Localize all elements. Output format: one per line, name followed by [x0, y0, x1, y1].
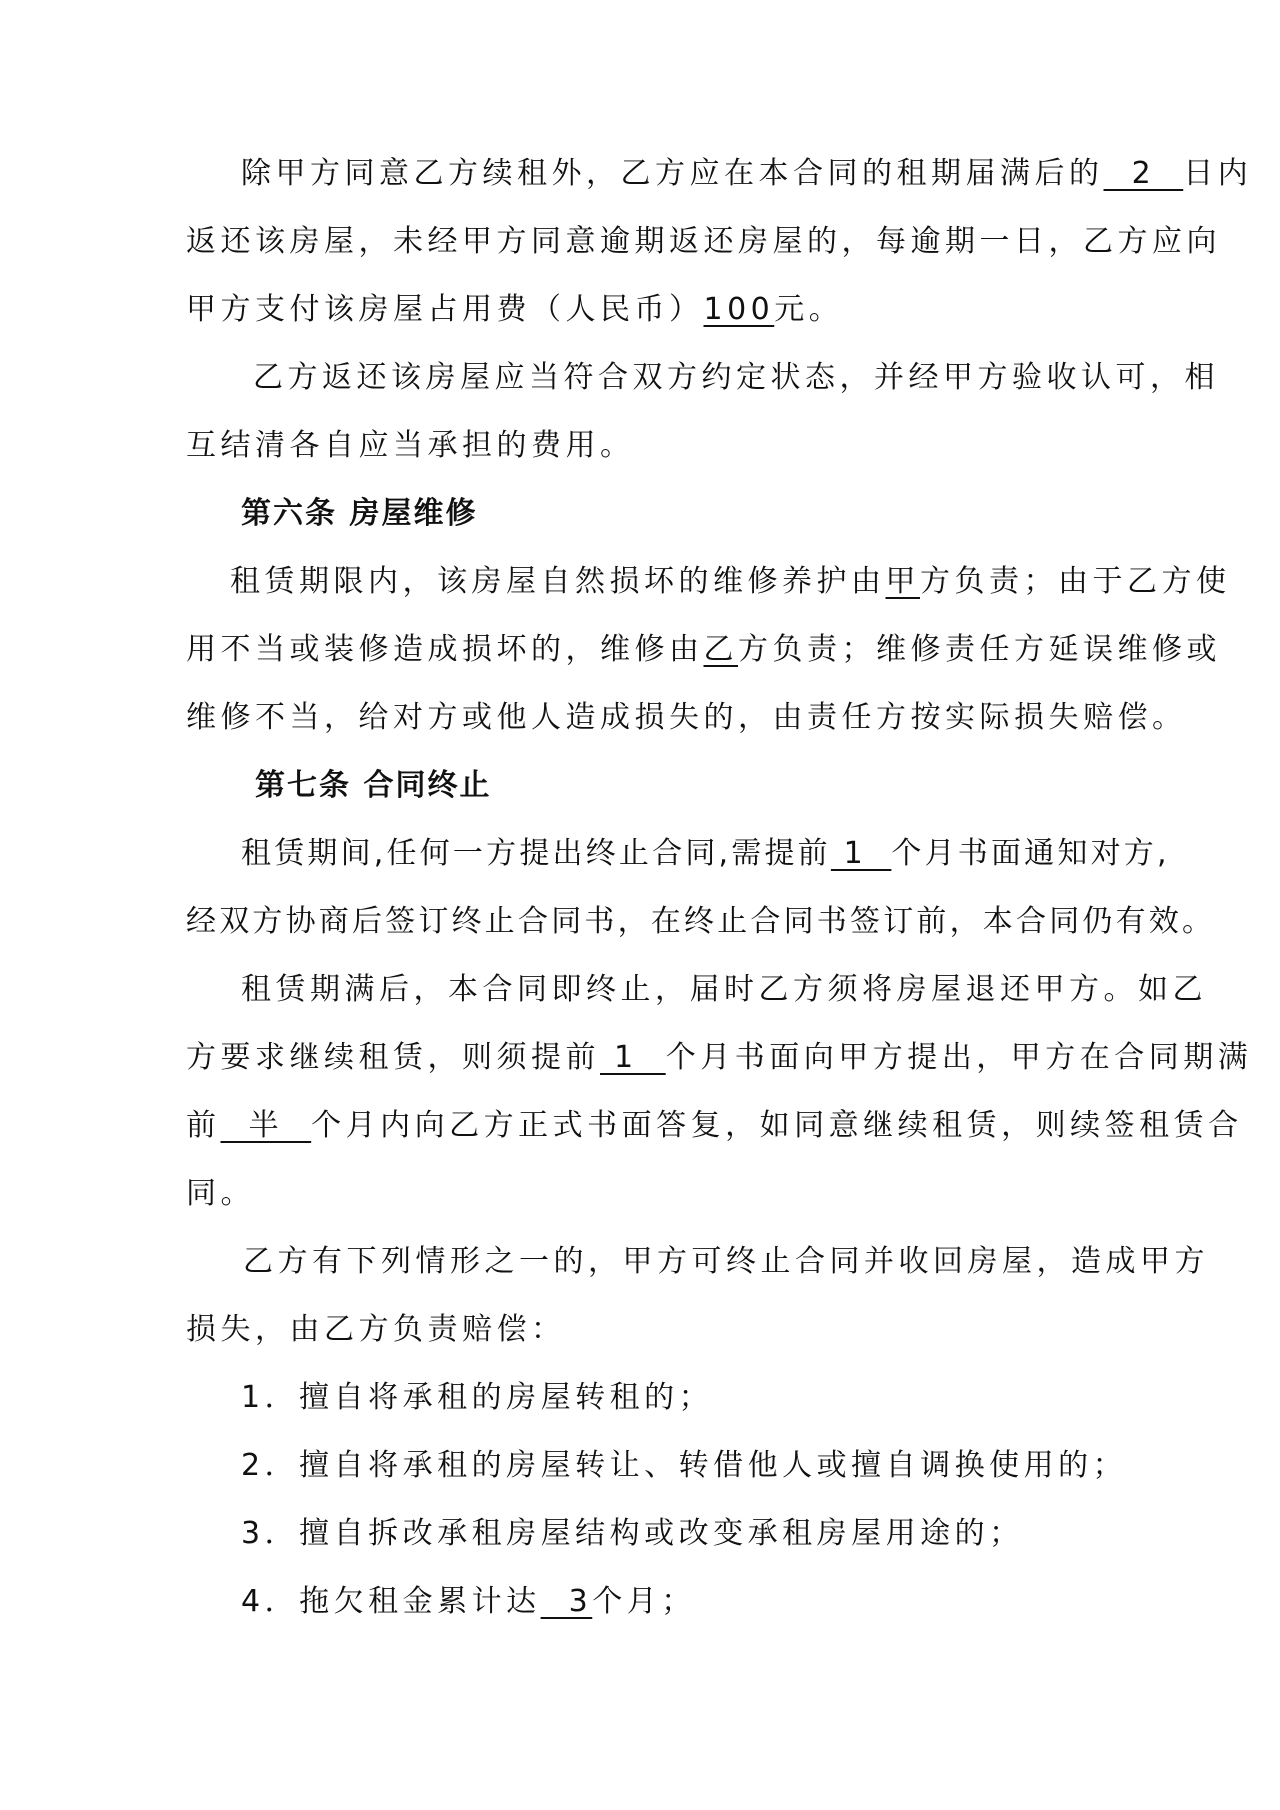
text: 3．擅自拆改承租房屋结构或改变承租房屋用途的；	[241, 1516, 1024, 1551]
paragraph-settlement-line-1	[0, 358, 1280, 398]
text: 1．擅自将承租的房屋转租的；	[241, 1380, 714, 1415]
text: 损失，由乙方负责赔偿：	[186, 1312, 566, 1347]
text: 互结清各自应当承担的费用。	[186, 428, 635, 463]
termination-item-2	[0, 1446, 1280, 1486]
article-6-line-1	[0, 562, 1280, 602]
text: 方负责；维修责任方延误维修或	[738, 632, 1221, 667]
heading-text: 第六条 房屋维修	[241, 496, 478, 531]
termination-item-4	[0, 1582, 1280, 1622]
article-6-heading	[0, 494, 1280, 534]
termination-item-3	[0, 1514, 1280, 1554]
filled-blank: 甲	[885, 564, 920, 599]
text: 元。	[774, 292, 844, 327]
termination-item-1	[0, 1378, 1280, 1418]
text: 2．擅自将承租的房屋转让、转借他人或擅自调换使用的；	[241, 1448, 1128, 1483]
text: 个月内向乙方正式书面答复，如同意继续租赁，则续签租赁合	[311, 1108, 1243, 1143]
filled-blank: 半	[220, 1108, 312, 1143]
article-6-line-2	[0, 630, 1280, 670]
text: 乙方返还该房屋应当符合双方约定状态，并经甲方验收认可，相	[253, 360, 1219, 395]
article-6-line-3	[0, 698, 1280, 738]
filled-blank: 1	[600, 1040, 666, 1075]
article-7-p1-line-2	[0, 902, 1280, 942]
text: 个月书面向甲方提出，甲方在合同期满	[665, 1040, 1253, 1075]
text: 个月；	[592, 1584, 696, 1619]
text: 前	[186, 1108, 221, 1143]
text: 租赁期限内，该房屋自然损坏的维修养护由	[230, 564, 886, 599]
text: 方负责；由于乙方使	[920, 564, 1231, 599]
text: 日内	[1183, 156, 1253, 191]
text: 维修不当，给对方或他人造成损失的，由责任方按实际损失赔偿。	[186, 700, 1187, 735]
article-7-p2-line-3	[0, 1106, 1280, 1146]
text: 返还该房屋，未经甲方同意逾期返还房屋的，每逾期一日，乙方应向	[186, 224, 1221, 259]
text: 除甲方同意乙方续租外，乙方应在本合同的租期届满后的	[241, 156, 1104, 191]
article-7-p1-line-1	[0, 834, 1280, 874]
text: 用不当或装修造成损坏的，维修由	[186, 632, 704, 667]
paragraph-settlement-line-2	[0, 426, 1280, 466]
text: 个月书面通知对方,	[891, 836, 1170, 871]
text: 甲方支付该房屋占用费（人民币）	[186, 292, 704, 327]
article-7-heading	[0, 766, 1280, 806]
filled-blank: 2	[1103, 156, 1184, 191]
article-7-p2-line-1	[0, 970, 1280, 1010]
text: 方要求继续租赁，则须提前	[186, 1040, 600, 1075]
text: 租赁期间,任何一方提出终止合同,需提前	[241, 836, 831, 871]
text: 4．拖欠租金累计达	[241, 1584, 541, 1619]
paragraph-return-line-1	[0, 154, 1280, 194]
filled-blank: 100	[703, 292, 775, 327]
filled-blank: 3	[540, 1584, 593, 1619]
paragraph-return-line-3	[0, 290, 1280, 330]
text: 乙方有下列情形之一的，甲方可终止合同并收回房屋，造成甲方	[243, 1244, 1209, 1279]
article-7-p3-line-2	[0, 1310, 1280, 1350]
text: 租赁期满后，本合同即终止，届时乙方须将房屋退还甲方。如乙	[241, 972, 1207, 1007]
paragraph-return-line-2	[0, 222, 1280, 262]
text: 同。	[186, 1176, 255, 1211]
text: 经双方协商后签订终止合同书，在终止合同书签订前，本合同仍有效。	[186, 904, 1216, 939]
article-7-p3-line-1	[0, 1242, 1280, 1282]
filled-blank: 1	[830, 836, 892, 871]
article-7-p2-line-2	[0, 1038, 1280, 1078]
heading-text: 第七条 合同终止	[255, 768, 492, 803]
article-7-p2-line-4	[0, 1174, 1280, 1214]
filled-blank: 乙	[703, 632, 738, 667]
